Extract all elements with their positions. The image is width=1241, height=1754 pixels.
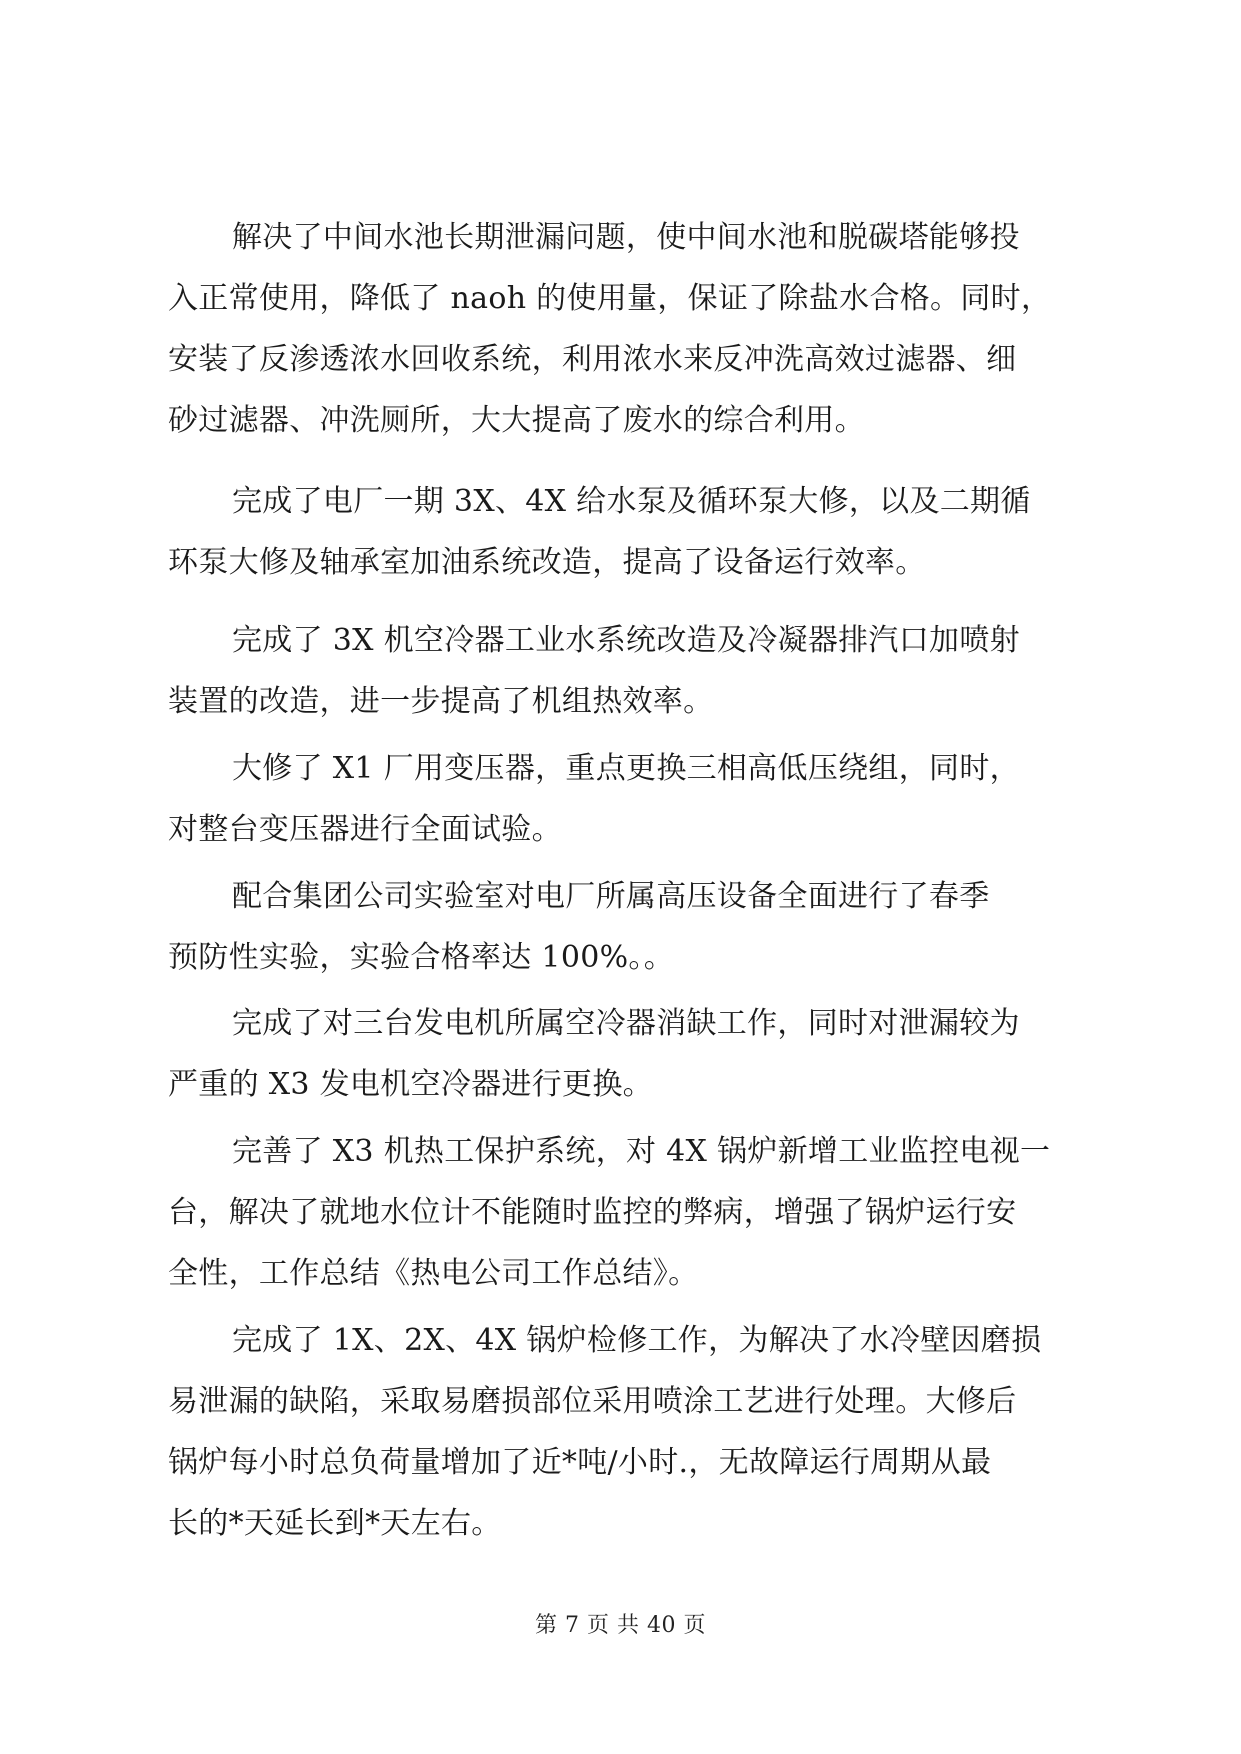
paragraph-8-line-1: 完成了 1X、2X、4X 锅炉检修工作，为解决了水冷壁因磨损	[232, 1323, 1042, 1358]
paragraph-1-line-4: 砂过滤器、冲洗厕所，大大提高了废水的综合利用。	[168, 403, 865, 438]
paragraph-8-line-2: 易泄漏的缺陷，采取易磨损部位采用喷涂工艺进行处理。大修后	[168, 1384, 1017, 1419]
paragraph-7-line-1: 完善了 X3 机热工保护系统，对 4X 锅炉新增工业监控电视一	[232, 1134, 1051, 1169]
paragraph-5-line-2: 预防性实验，实验合格率达 100%。。	[168, 940, 675, 975]
paragraph-7-line-3: 全性，工作总结《热电公司工作总结》。	[168, 1256, 699, 1291]
paragraph-1-line-3: 安装了反渗透浓水回收系统，利用浓水来反冲洗高效过滤器、细	[168, 342, 1017, 377]
paragraph-1-line-1: 解决了中间水池长期泄漏问题，使中间水池和脱碳塔能够投	[232, 220, 1020, 255]
paragraph-3-line-1: 完成了 3X 机空冷器工业水系统改造及冷凝器排汽口加喷射	[232, 623, 1020, 658]
paragraph-3-line-2: 装置的改造，进一步提高了机组热效率。	[168, 684, 714, 719]
paragraph-8-line-3: 锅炉每小时总负荷量增加了近*吨/小时.，无故障运行周期从最	[168, 1445, 992, 1480]
paragraph-6-line-2: 严重的 X3 发电机空冷器进行更换。	[168, 1067, 653, 1102]
page-number-footer: 第 7 页 共 40 页	[535, 1613, 706, 1638]
paragraph-2-line-2: 环泵大修及轴承室加油系统改造，提高了设备运行效率。	[168, 545, 926, 580]
paragraph-8-line-4: 长的*天延长到*天左右。	[168, 1506, 502, 1541]
paragraph-4-line-1: 大修了 X1 厂用变压器，重点更换三相高低压绕组，同时，	[232, 751, 1020, 786]
paragraph-2-line-1: 完成了电厂一期 3X、4X 给水泵及循环泵大修，以及二期循	[232, 484, 1031, 519]
paragraph-7-line-2: 台，解决了就地水位计不能随时监控的弊病，增强了锅炉运行安	[168, 1195, 1017, 1230]
paragraph-5-line-1: 配合集团公司实验室对电厂所属高压设备全面进行了春季	[232, 879, 990, 914]
paragraph-6-line-1: 完成了对三台发电机所属空冷器消缺工作，同时对泄漏较为	[232, 1006, 1020, 1041]
paragraph-4-line-2: 对整台变压器进行全面试验。	[168, 812, 562, 847]
paragraph-1-line-2: 入正常使用，降低了 naoh 的使用量，保证了除盐水合格。同时，	[168, 281, 1052, 316]
